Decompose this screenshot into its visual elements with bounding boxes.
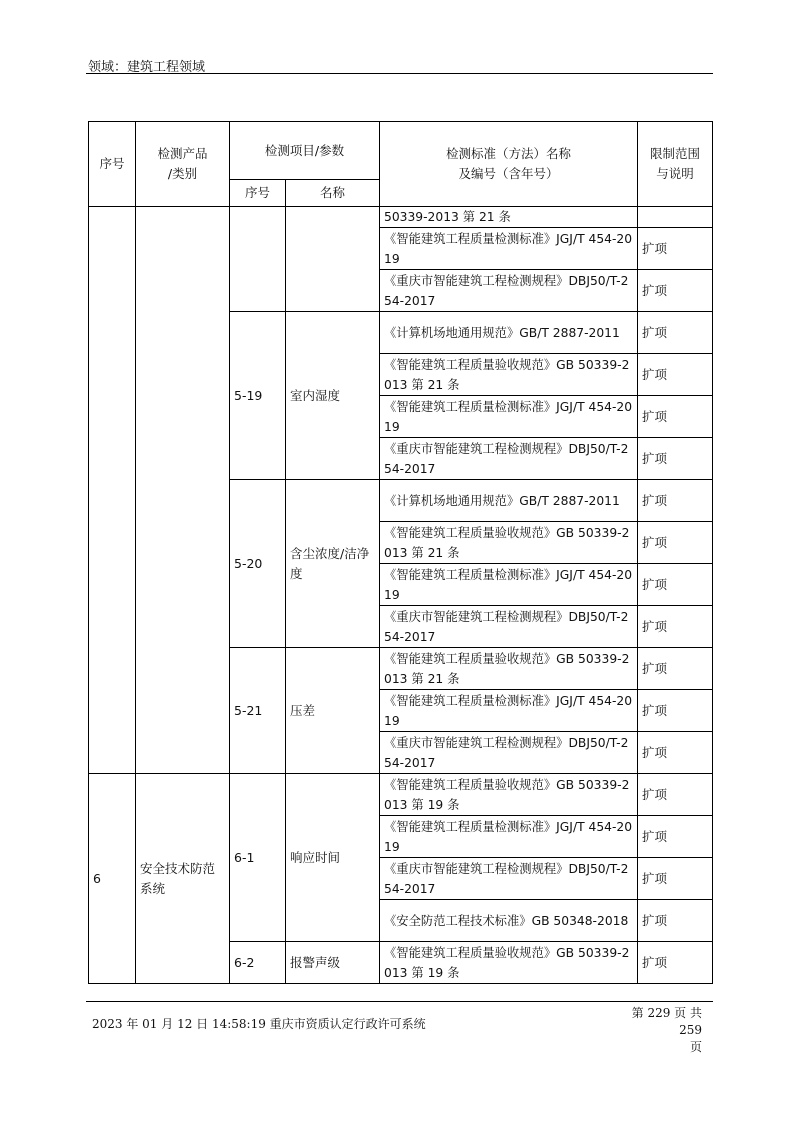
limit-cell: 扩项: [638, 648, 713, 690]
limit-cell: 扩项: [638, 354, 713, 396]
standard-cell: 50339-2013 第 21 条: [380, 207, 638, 228]
cell-item-name-continued: [286, 207, 380, 312]
item-name-cell: 室内湿度: [286, 312, 380, 480]
cell-seq-continued: [89, 207, 136, 774]
standard-cell: 《智能建筑工程质量检测标准》JGJ/T 454-2019: [380, 228, 638, 270]
footer-page-info: [620, 1005, 702, 1056]
header-product: 检测产品 /类别: [136, 122, 230, 207]
footer-timestamp: 2023 年 01 月 12 日 14:58:19 重庆市资质认定行政许可系统: [92, 1017, 426, 1031]
limit-cell: 扩项: [638, 690, 713, 732]
table-header-row: [89, 122, 713, 180]
item-name-cell: 压差: [286, 648, 380, 774]
limit-cell: 扩项: [638, 564, 713, 606]
standard-cell: 《智能建筑工程质量验收规范》GB 50339-2013 第 21 条: [380, 354, 638, 396]
limit-cell: 扩项: [638, 312, 713, 354]
standard-cell: 《重庆市智能建筑工程检测规程》DBJ50/T-254-2017: [380, 858, 638, 900]
item-seq-cell: 5-20: [230, 480, 286, 648]
header-item-seq: 序号: [230, 180, 286, 207]
standard-cell: 《重庆市智能建筑工程检测规程》DBJ50/T-254-2017: [380, 270, 638, 312]
limit-cell: [638, 207, 713, 228]
table-row: [89, 207, 713, 228]
group-seq-cell: 6: [89, 774, 136, 984]
header-limit: 限制范围 与说明: [638, 122, 713, 207]
standard-cell: 《计算机场地通用规范》GB/T 2887-2011: [380, 480, 638, 522]
standard-cell: 《智能建筑工程质量验收规范》GB 50339-2013 第 21 条: [380, 648, 638, 690]
product-cell: 安全技术防范系统: [136, 774, 230, 984]
limit-cell: 扩项: [638, 438, 713, 480]
standard-cell: 《智能建筑工程质量验收规范》GB 50339-2013 第 19 条: [380, 942, 638, 984]
standard-cell: 《重庆市智能建筑工程检测规程》DBJ50/T-254-2017: [380, 606, 638, 648]
header-standard: 检测标准（方法）名称 及编号（含年号）: [380, 122, 638, 207]
limit-cell: 扩项: [638, 774, 713, 816]
page-header-domain: 领域：建筑工程领域: [88, 60, 206, 75]
header-divider: [86, 73, 713, 74]
item-name-cell: 含尘浓度/洁净度: [286, 480, 380, 648]
limit-cell: 扩项: [638, 900, 713, 942]
limit-cell: 扩项: [638, 480, 713, 522]
limit-cell: 扩项: [638, 732, 713, 774]
standard-cell: 《智能建筑工程质量检测标准》JGJ/T 454-2019: [380, 564, 638, 606]
standard-cell: 《智能建筑工程质量检测标准》JGJ/T 454-2019: [380, 690, 638, 732]
standard-cell: 《重庆市智能建筑工程检测规程》DBJ50/T-254-2017: [380, 732, 638, 774]
standard-cell: 《智能建筑工程质量验收规范》GB 50339-2013 第 19 条: [380, 774, 638, 816]
item-seq-cell: 5-21: [230, 648, 286, 774]
header-item: 检测项目/参数: [230, 122, 380, 180]
standard-cell: 《智能建筑工程质量检测标准》JGJ/T 454-2019: [380, 816, 638, 858]
scope-table: [88, 121, 713, 984]
limit-cell: 扩项: [638, 270, 713, 312]
standard-cell: 《安全防范工程技术标准》GB 50348-2018: [380, 900, 638, 942]
limit-cell: 扩项: [638, 816, 713, 858]
footer-page-info-line2: 页: [689, 1040, 702, 1054]
cell-item-seq-continued: [230, 207, 286, 312]
limit-cell: 扩项: [638, 228, 713, 270]
item-seq-cell: 5-19: [230, 312, 286, 480]
footer-page-info-line1: 第 229 页 共 259: [631, 1006, 702, 1037]
limit-cell: 扩项: [638, 522, 713, 564]
limit-cell: 扩项: [638, 396, 713, 438]
limit-cell: 扩项: [638, 942, 713, 984]
item-name-cell: 报警声级: [286, 942, 380, 984]
standard-cell: 《计算机场地通用规范》GB/T 2887-2011: [380, 312, 638, 354]
footer-divider: [86, 1001, 713, 1002]
item-seq-cell: 6-1: [230, 774, 286, 942]
cell-product-continued: [136, 207, 230, 774]
limit-cell: 扩项: [638, 858, 713, 900]
table-row: [89, 774, 713, 816]
item-seq-cell: 6-2: [230, 942, 286, 984]
limit-cell: 扩项: [638, 606, 713, 648]
standard-cell: 《智能建筑工程质量验收规范》GB 50339-2013 第 21 条: [380, 522, 638, 564]
standard-cell: 《智能建筑工程质量检测标准》JGJ/T 454-2019: [380, 396, 638, 438]
item-name-cell: 响应时间: [286, 774, 380, 942]
header-item-name: 名称: [286, 180, 380, 207]
standard-cell: 《重庆市智能建筑工程检测规程》DBJ50/T-254-2017: [380, 438, 638, 480]
header-seq: 序号: [89, 122, 136, 207]
